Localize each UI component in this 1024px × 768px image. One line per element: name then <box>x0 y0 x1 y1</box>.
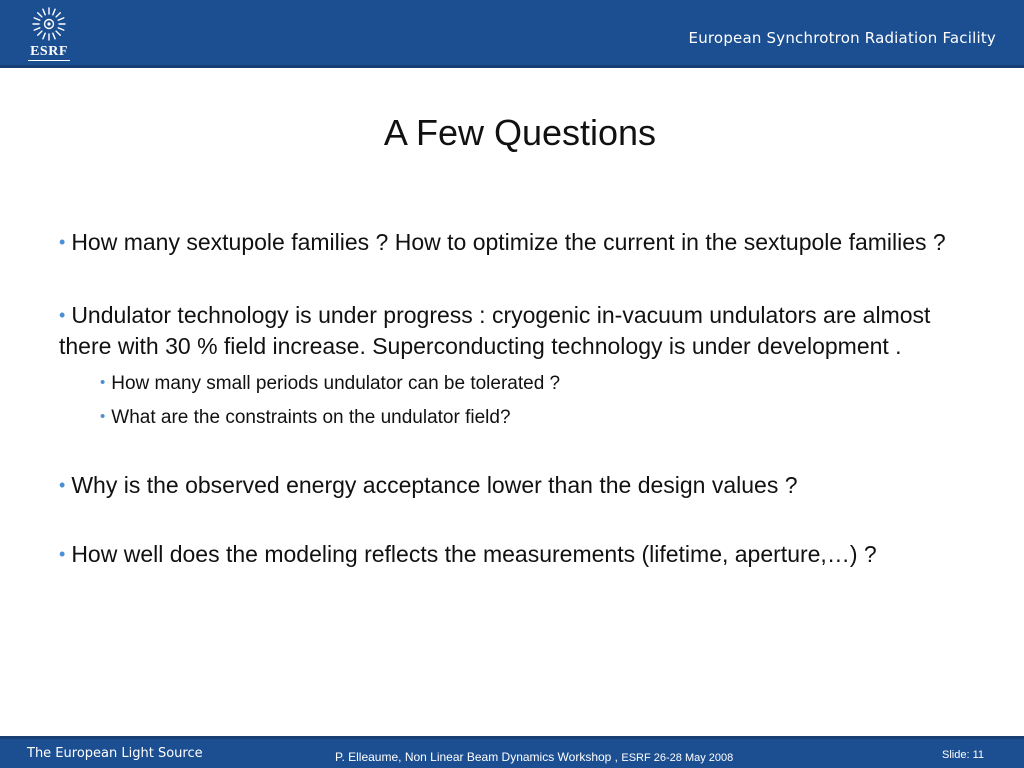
sub-bullet-text: What are the constraints on the undulator field? <box>111 407 511 428</box>
bullet-dot-icon: • <box>100 374 106 391</box>
slide-number: Slide: 11 <box>942 749 984 761</box>
bullet-item <box>59 539 969 570</box>
bullet-dot-icon: • <box>100 408 106 425</box>
bullet-text: How many sextupole families ? How to optimize the current in the sextupole families ? <box>71 229 946 255</box>
logo-text: ESRF <box>30 44 68 59</box>
bullet-dot-icon: • <box>59 475 66 495</box>
esrf-logo <box>22 6 76 62</box>
bullet-dot-icon: • <box>59 305 66 325</box>
footer-citation <box>335 750 733 764</box>
citation-date: ESRF 26-28 May 2008 <box>621 752 734 764</box>
footer-banner <box>0 736 1024 768</box>
sub-bullet-text: How many small periods undulator can be tolerated ? <box>111 373 561 394</box>
bullet-text: Why is the observed energy acceptance lower than the design values ? <box>71 472 798 498</box>
slide-content <box>59 227 969 570</box>
bullet-item <box>59 470 969 501</box>
bullet-item <box>59 300 969 362</box>
sub-bullet-list <box>59 366 969 434</box>
slide-title: A Few Questions <box>383 112 657 153</box>
header-banner <box>0 0 1024 68</box>
organization-name: European Synchrotron Radiation Facility <box>688 29 996 47</box>
logo-underline <box>28 60 70 61</box>
sub-bullet-item <box>59 400 969 434</box>
bullet-dot-icon: • <box>59 544 66 564</box>
citation-main: P. Elleaume, Non Linear Beam Dynamics Workshop , <box>335 750 622 764</box>
bullet-dot-icon: • <box>59 232 66 252</box>
sunburst-icon <box>31 6 67 42</box>
bullet-text: Undulator technology is under progress : cryogenic in-vacuum undulators are almost there with 30 % field increase. Superconducting technology is under development . <box>59 302 931 359</box>
bullet-text: How well does the modeling reflects the measurements (lifetime, aperture,…) ? <box>71 541 877 567</box>
footer-tagline: The European Light Source <box>27 746 203 761</box>
sub-bullet-item <box>59 366 969 400</box>
bullet-item <box>59 227 969 258</box>
